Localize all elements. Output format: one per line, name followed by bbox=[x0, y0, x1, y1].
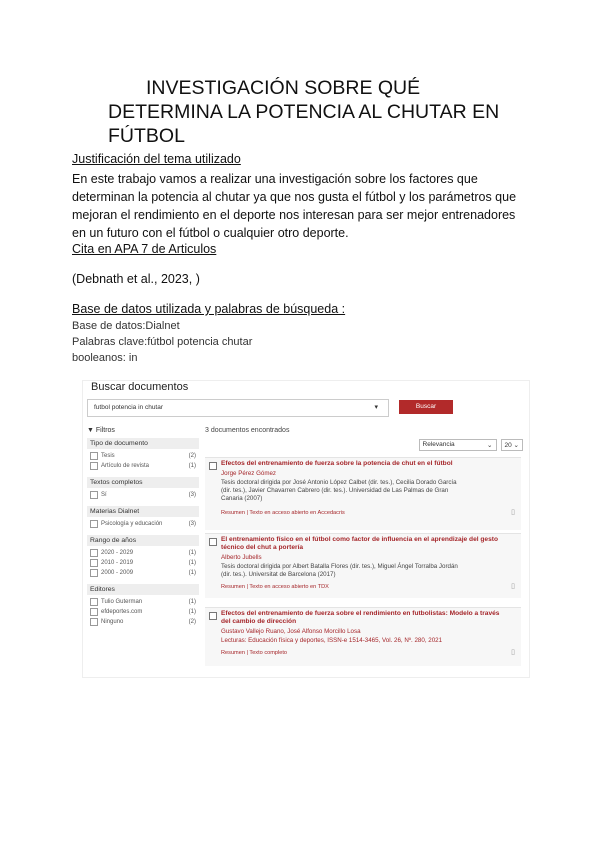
checkbox[interactable] bbox=[90, 608, 98, 616]
result-title[interactable]: Efectos del entrenamiento de fuerza sobre el rendimiento en futbolistas: Modelo a través del cambio de dirección bbox=[221, 610, 500, 625]
checkbox[interactable] bbox=[209, 462, 217, 470]
filter-group bbox=[87, 535, 199, 578]
justification-heading: Justificación del tema utilizado bbox=[72, 152, 241, 166]
result-item bbox=[205, 457, 521, 530]
filter-group-heading: Materias Dialnet bbox=[87, 506, 199, 517]
document-icon[interactable]: ▯ bbox=[511, 509, 515, 516]
filter-group-heading: Rango de años bbox=[87, 535, 199, 546]
checkbox[interactable] bbox=[209, 612, 217, 620]
result-links[interactable]: Resumen | Texto en acceso abierto en Accedacris bbox=[221, 510, 345, 516]
title-line-3: FÚTBOL bbox=[108, 125, 185, 147]
filter-option[interactable]: 2010 - 2019 (1) bbox=[87, 558, 199, 568]
filter-group-heading: Editores bbox=[87, 584, 199, 595]
checkbox[interactable] bbox=[90, 520, 98, 528]
result-title[interactable]: El entrenamiento físico en el fútbol como factor de influencia en el aprendizaje del gesto técnico del chut a portería bbox=[221, 536, 498, 551]
filter-group bbox=[87, 477, 199, 500]
result-detail: (dir. tes.). Universitat de Barcelona (2017) bbox=[221, 571, 336, 578]
checkbox[interactable] bbox=[90, 452, 98, 460]
checkbox[interactable] bbox=[90, 569, 98, 577]
title-line-2: DETERMINA LA POTENCIA AL CHUTAR EN bbox=[108, 101, 500, 123]
result-author[interactable]: Jorge Pérez Gómez bbox=[221, 470, 277, 477]
results-panel bbox=[205, 427, 523, 656]
filters-panel bbox=[87, 427, 199, 633]
checkbox[interactable] bbox=[90, 491, 98, 499]
search-input[interactable] bbox=[87, 399, 389, 417]
checkbox[interactable] bbox=[90, 559, 98, 567]
search-title: Buscar documentos bbox=[91, 381, 189, 393]
result-author[interactable]: Alberto Jubells bbox=[221, 554, 262, 561]
keywords-line: Palabras clave:fútbol potencia chutar bbox=[72, 336, 253, 348]
checkbox[interactable] bbox=[90, 618, 98, 626]
result-detail: Tesis doctoral dirigida por Albert Batalla Flores (dir. tes.), Miguel Ángel Torralba Jordán bbox=[221, 563, 458, 570]
booleans-line: booleanos: in bbox=[72, 352, 138, 364]
checkbox[interactable] bbox=[90, 549, 98, 557]
filter-option[interactable]: Tulio Guterman (1) bbox=[87, 597, 199, 607]
result-detail: Canaria (2007) bbox=[221, 495, 263, 502]
document-icon[interactable]: ▯ bbox=[511, 649, 515, 656]
result-links[interactable]: Resumen | Texto completo bbox=[221, 650, 288, 656]
filter-option[interactable]: Sí (3) bbox=[87, 490, 199, 500]
database-heading: Base de datos utilizada y palabras de búsqueda : bbox=[72, 302, 346, 316]
checkbox[interactable] bbox=[90, 462, 98, 470]
results-count: 3 documentos encontrados bbox=[205, 427, 290, 434]
result-item bbox=[205, 533, 521, 598]
filter-group bbox=[87, 584, 199, 627]
filter-option[interactable]: 2020 - 2029 (1) bbox=[87, 548, 199, 558]
filter-group bbox=[87, 506, 199, 529]
results-controls bbox=[419, 439, 524, 451]
chevron-down-icon: ▾ bbox=[374, 404, 378, 411]
filter-option[interactable]: Ninguno (2) bbox=[87, 617, 199, 627]
citation-heading: Cita en APA 7 de Articulos bbox=[72, 242, 217, 256]
result-detail: (dir. tes.), Javier Chavarren Cabrero (dir. tes.). Universidad de Las Palmas de Gran bbox=[221, 487, 449, 494]
document-icon[interactable]: ▯ bbox=[511, 583, 515, 590]
search-value: futbol potencia in chutar bbox=[94, 404, 164, 411]
database-name-line: Base de datos:Dialnet bbox=[72, 320, 180, 332]
per-page-select[interactable]: 20 ⌄ bbox=[501, 439, 524, 451]
filter-icon: ▼ bbox=[87, 427, 96, 434]
result-detail: Tesis doctoral dirigida por José Antonio López Calbet (dir. tes.), Cecilia Dorado García bbox=[221, 479, 457, 486]
filters-title: ▼ Filtros bbox=[87, 427, 115, 434]
filter-option[interactable]: Tesis (2) bbox=[87, 451, 199, 461]
filter-group-heading: Tipo de documento bbox=[87, 438, 199, 449]
result-detail[interactable]: Lecturas: Educación física y deportes, ISSN-e 1514-3465, Vol. 26, Nº. 280, 2021 bbox=[221, 637, 443, 644]
search-button[interactable]: Buscar bbox=[399, 400, 453, 414]
chevron-down-icon: ⌄ bbox=[513, 442, 519, 449]
filter-option[interactable]: 2000 - 2009 (1) bbox=[87, 568, 199, 578]
result-item bbox=[205, 607, 521, 666]
justification-text: En este trabajo vamos a realizar una investigación sobre los factores que determinan la potencia al chutar ya que nos gusta el fútbol y los parámetros que mejoran el rendimiento en el deporte nos interesan para ser mejor entrenadores en un futuro con el fútbol o cualquier otro deporte. bbox=[72, 172, 517, 240]
title-line-1: INVESTIGACIÓN SOBRE QUÉ bbox=[146, 77, 421, 99]
filter-option[interactable]: Artículo de revista (1) bbox=[87, 461, 199, 471]
dialnet-screenshot bbox=[82, 380, 530, 678]
filter-group-heading: Textos completos bbox=[87, 477, 199, 488]
checkbox[interactable] bbox=[90, 598, 98, 606]
filter-option[interactable]: efdeportes.com (1) bbox=[87, 607, 199, 617]
citation-text: (Debnath et al., 2023, ) bbox=[72, 272, 200, 286]
document-title bbox=[108, 76, 548, 148]
result-links[interactable]: Resumen | Texto en acceso abierto en TDX bbox=[221, 584, 329, 590]
result-title[interactable]: Efectos del entrenamiento de fuerza sobre la potencia de chut en el fútbol bbox=[221, 460, 453, 467]
sort-select[interactable]: Relevancia ⌄ bbox=[419, 439, 497, 451]
filter-group bbox=[87, 438, 199, 471]
chevron-down-icon: ⌄ bbox=[487, 442, 493, 449]
filter-option[interactable]: Psicología y educación (3) bbox=[87, 519, 199, 529]
result-author[interactable]: Gustavo Vallejo Ruano, José Alfonso Morcillo Losa bbox=[221, 628, 361, 635]
checkbox[interactable] bbox=[209, 538, 217, 546]
